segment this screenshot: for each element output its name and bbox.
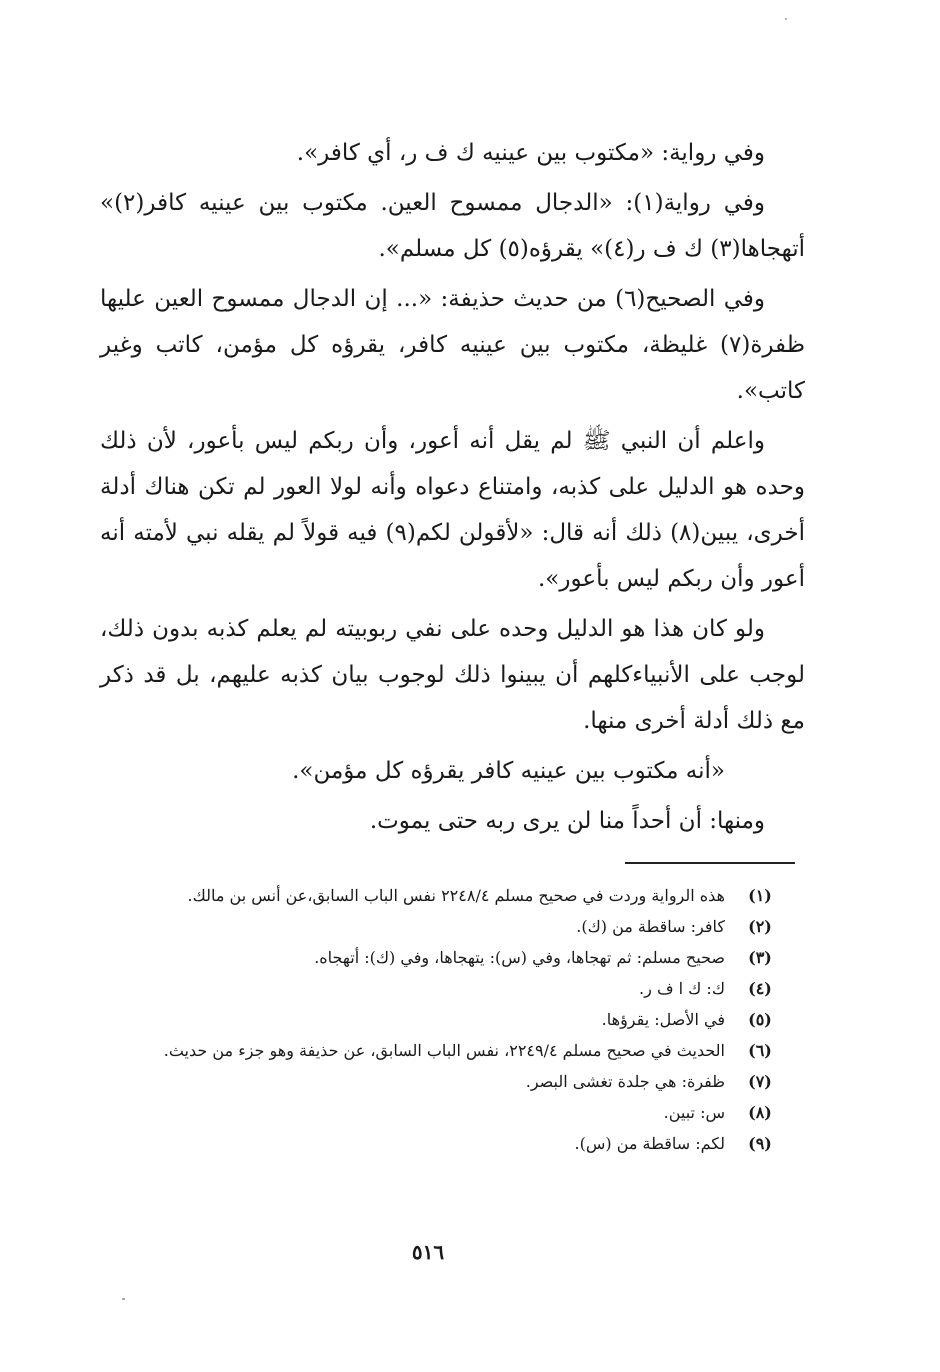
footnote <box>100 911 800 942</box>
footnote-text: هذه الرواية وردت في صحيح مسلم ٢٢٤٨/٤ نفس الباب السابق،عن أنس بن مالك. <box>187 886 725 905</box>
footnote-text: الحديث في صحيح مسلم ٢٢٤٩/٤، نفس الباب السابق، عن حذيفة وهو جزء من حديث. <box>163 1041 725 1060</box>
scan-speck <box>785 18 787 20</box>
footnote-text: س: تبين. <box>663 1103 725 1122</box>
footnote <box>100 1035 800 1066</box>
footnotes <box>100 880 800 1159</box>
paragraph: ومنها: أن أحداً منا لن يرى ربه حتى يموت. <box>369 808 765 834</box>
paragraph: «أنه مكتوب بين عينيه كافر يقرؤه كل مؤمن». <box>292 758 725 784</box>
footnote <box>100 942 800 973</box>
footnote-number: (٧) <box>748 1072 772 1091</box>
paragraph: وفي الصحيح(٦) من حديث حذيفة: «... إن الدجال ممسوح العين عليها ظفرة(٧) غليظة، مكتوب بين عينيه كافر، يقرؤه كل مؤمن، كاتب وغير كاتب». <box>100 286 805 404</box>
footnote-text: في الأصل: يقرؤها. <box>601 1010 725 1029</box>
scan-speck <box>122 1298 125 1300</box>
footnote <box>100 1097 800 1128</box>
footnote-number: (٤) <box>748 979 772 998</box>
footnote-number: (٣) <box>748 948 772 967</box>
footnote-text: صحيح مسلم: ثم تهجاها، وفي (س): يتهجاها، وفي (ك): أتهجاه. <box>314 948 725 967</box>
paragraph: وفي رواية: «مكتوب بين عينيه ك ف ر، أي كافر». <box>296 140 765 166</box>
footnote-separator <box>625 862 795 864</box>
footnote <box>100 973 800 1004</box>
paragraph: وفي رواية(١): «الدجال ممسوح العين. مكتوب بين عينيه كافر(٢)» أتهجاها(٣) ك ف ر(٤)» يقرؤه(٥) كل مسلم». <box>100 190 805 262</box>
footnote-text: ك: ك ا ف ر. <box>639 979 725 998</box>
footnote-text: لكم: ساقطة من (س). <box>574 1134 725 1153</box>
footnote <box>100 1004 800 1035</box>
footnote-number: (٢) <box>748 917 772 936</box>
footnote <box>100 1128 800 1159</box>
paragraph: ولو كان هذا هو الدليل وحده على نفي ربوبيته لم يعلم كذبه بدون ذلك، لوجب على الأنبياءكلهم أن يبينوا ذلك لوجوب بيان كذبه عليهم، بل قد ذكر مع ذلك أدلة أخرى منها. <box>100 616 805 734</box>
footnote <box>100 880 800 911</box>
footnote-number: (٦) <box>748 1041 772 1060</box>
footnote <box>100 1066 800 1097</box>
footnote-text: ظفرة: هي جلدة تغشى البصر. <box>525 1072 725 1091</box>
footnote-text: كافر: ساقطة من (ك). <box>576 917 725 936</box>
page-number: ٥١٦ <box>411 1240 445 1264</box>
paragraph: واعلم أن النبي ﷺ لم يقل أنه أعور، وأن ربكم ليس بأعور، لأن ذلك وحده هو الدليل على كذبه، وامتناع دعواه وأنه لولا العور لم تكن هناك أدلة أخرى، يبين(٨) ذلك أنه قال: «لأقولن لكم(٩) فيه قولاً لم يقله نبي لأمته أنه أعور وأن ربكم ليس بأعور». <box>100 428 805 592</box>
main-text <box>100 130 805 848</box>
footnote-number: (٩) <box>748 1134 772 1153</box>
footnote-number: (١) <box>748 886 772 905</box>
footnote-number: (٥) <box>748 1010 772 1029</box>
footnote-number: (٨) <box>748 1103 772 1122</box>
